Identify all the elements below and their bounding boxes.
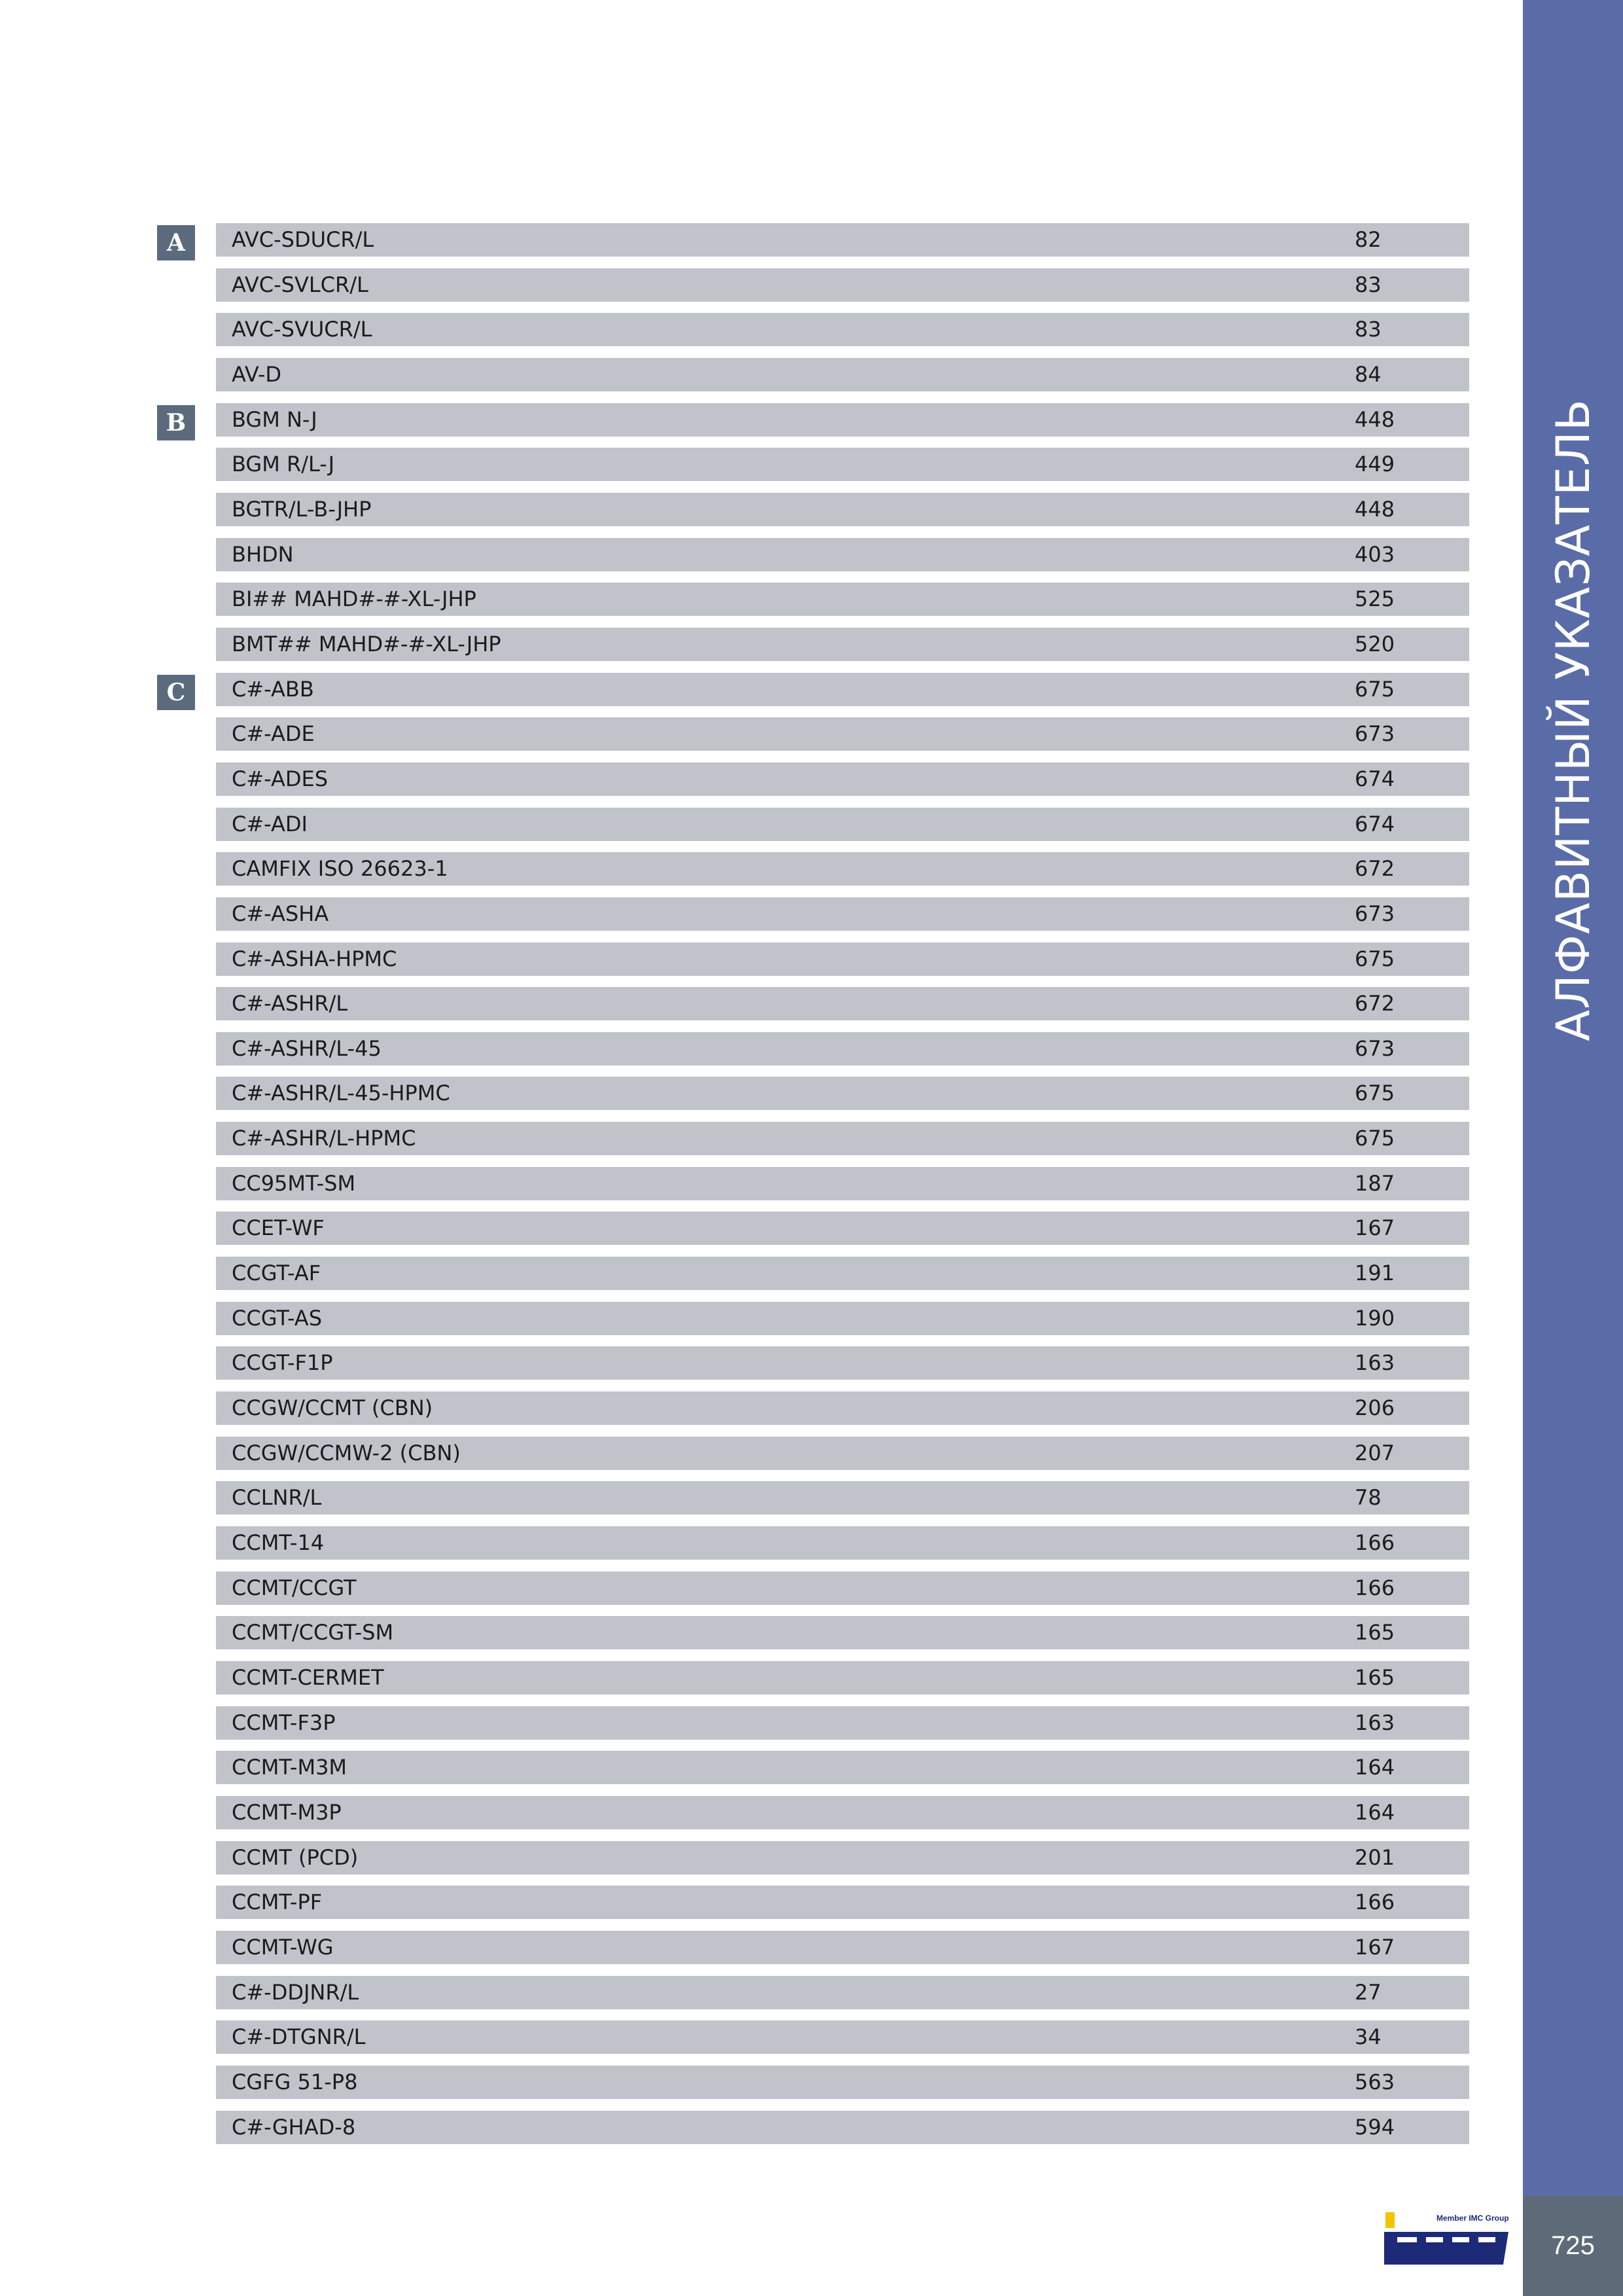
index-row-page: 191 [1355,1261,1395,1286]
index-row-page: 675 [1355,1126,1395,1151]
index-row-page: 674 [1355,811,1395,836]
index-row-page: 78 [1355,1485,1382,1511]
index-row-page: 83 [1355,317,1382,342]
index-row-name: C#-ASHR/L-HPMC [232,1126,416,1151]
index-row-page: 164 [1355,1799,1395,1825]
index-row [216,717,1469,751]
index-row [216,1976,1469,2009]
index-row [166,673,1469,706]
index-row-page: 673 [1355,1035,1395,1061]
index-row-page: 83 [1355,272,1382,297]
company-logo [1384,2212,1512,2271]
index-row-page: 165 [1355,1665,1395,1690]
index-row-page: 520 [1355,631,1395,656]
index-row-name: CAMFIX ISO 26623-1 [232,856,448,882]
index-row-name: C#-ADE [232,721,315,747]
index-row-name: CCMT-M3P [232,1799,342,1825]
index-row-page: 27 [1355,1979,1382,2005]
index-row [216,1886,1469,1919]
index-row-page: 165 [1355,1620,1395,1645]
index-row-name: CCLNR/L [232,1485,322,1511]
index-row-name: CCMT-M3M [232,1755,348,1780]
index-row [216,448,1469,481]
index-row-page: 167 [1355,1934,1395,1960]
index-row-page: 166 [1355,1890,1395,1915]
index-row-page: 167 [1355,1215,1395,1241]
index-row-page: 34 [1355,2024,1382,2050]
index-row-page: 449 [1355,452,1395,477]
index-row [216,1346,1469,1380]
index-row-name: BGM R/L-J [232,452,335,477]
side-title: АЛФАВИТНЫЙ УКАЗАТЕЛЬ [1546,399,1600,1041]
index-row-name: C#-ASHR/L-45 [232,1035,382,1061]
index-row-name: CGFG 51-P8 [232,2069,358,2094]
index-row-name: BGTR/L-B-JHP [232,496,372,522]
index-row [216,1616,1469,1649]
index-row [216,1526,1469,1560]
index-row-name: BMT## MAHD#-#-XL-JHP [232,631,501,656]
index-row [216,808,1469,841]
index-row [216,1751,1469,1784]
index-row-name: CCGW/CCMW-2 (CBN) [232,1440,461,1465]
section-letter: A [157,225,195,260]
index-row-page: 164 [1355,1755,1395,1780]
index-list [166,223,1469,2155]
index-row-page: 448 [1355,496,1395,522]
index-row-name: AVC-SVLCR/L [232,272,368,297]
index-row [216,268,1469,302]
index-row-name: AV-D [232,361,282,387]
index-row-page: 207 [1355,1440,1395,1465]
index-row-name: C#-DDJNR/L [232,1979,359,2005]
index-row [216,852,1469,886]
index-row-name: C#-ADES [232,766,329,791]
side-band [1523,0,1623,2196]
index-row-name: CCGT-AS [232,1305,322,1331]
index-row [216,538,1469,571]
index-row-page: 163 [1355,1710,1395,1735]
index-row [216,2111,1469,2144]
index-row-page: 84 [1355,361,1382,387]
index-row [216,1391,1469,1425]
index-row-name: CCMT-F3P [232,1710,336,1735]
index-row [216,628,1469,661]
index-row-page: 166 [1355,1575,1395,1600]
index-row-name: BHDN [232,541,294,567]
index-row [216,1302,1469,1335]
index-row [216,1211,1469,1245]
index-row [216,313,1469,346]
index-row-name: CC95MT-SM [232,1170,356,1196]
index-row-page: 675 [1355,676,1395,702]
index-row-name: C#-DTGNR/L [232,2024,366,2050]
index-row-name: AVC-SDUCR/L [232,227,374,252]
index-row-page: 673 [1355,901,1395,926]
index-row-page: 673 [1355,721,1395,747]
index-row [216,2066,1469,2099]
index-row [216,1032,1469,1066]
index-row-name: C#-GHAD-8 [232,2114,356,2140]
index-row [216,987,1469,1020]
section-letter: C [157,675,195,710]
index-row-page: 563 [1355,2069,1395,2094]
index-row-page: 672 [1355,991,1395,1016]
index-row-name: CCGW/CCMT (CBN) [232,1395,433,1421]
index-row-page: 672 [1355,856,1395,882]
index-row [216,1796,1469,1829]
index-row-name: C#-ASHR/L [232,991,348,1016]
logo-member-text: Member IMC Group [1436,2214,1509,2223]
index-row [216,1571,1469,1605]
index-row-name: AVC-SVUCR/L [232,317,372,342]
index-row-page: 675 [1355,1081,1395,1106]
index-row [216,1481,1469,1515]
index-row [216,762,1469,796]
index-row [216,2020,1469,2054]
index-row [216,358,1469,391]
index-row [216,1122,1469,1155]
index-row-name: BGM N-J [232,406,317,432]
index-row-name: CCMT/CCGT-SM [232,1620,394,1645]
index-row-name: C#-ASHA-HPMC [232,946,397,971]
index-row [216,1841,1469,1874]
index-row-page: 403 [1355,541,1395,567]
index-row-page: 163 [1355,1350,1395,1376]
index-row [216,1437,1469,1470]
index-row [167,223,1469,257]
index-row [216,493,1469,526]
index-row-page: 675 [1355,946,1395,971]
page-number: 725 [1523,2196,1623,2296]
index-row-name: CCMT-WG [232,1934,334,1960]
index-row [216,897,1469,931]
index-row-name: CCMT/CCGT [232,1575,357,1600]
index-row-page: 594 [1355,2114,1395,2140]
index-row-name: CCGT-AF [232,1261,321,1286]
index-row-name: BI## MAHD#-#-XL-JHP [232,586,476,612]
index-row-name: C#-ADI [232,811,308,836]
index-row-name: CCET-WF [232,1215,325,1241]
index-row-page: 166 [1355,1530,1395,1556]
index-row [216,1257,1469,1290]
index-row [216,1167,1469,1200]
index-row-page: 206 [1355,1395,1395,1421]
index-row-page: 525 [1355,586,1395,612]
index-row [216,942,1469,976]
index-row-name: C#-ASHA [232,901,329,926]
index-row-page: 190 [1355,1305,1395,1331]
index-row [216,1661,1469,1695]
index-row [216,1077,1469,1110]
index-row-page: 201 [1355,1844,1395,1870]
index-row-page: 82 [1355,227,1382,252]
index-row-name: C#-ABB [232,676,314,702]
index-row-name: CCMT-14 [232,1530,325,1556]
section-letter: B [157,405,195,440]
index-row [216,583,1469,616]
index-row-page: 187 [1355,1170,1395,1196]
index-row [216,1931,1469,1964]
index-row [166,403,1469,437]
index-row-name: CCMT (PCD) [232,1844,359,1870]
index-row-page: 448 [1355,406,1395,432]
index-row-name: C#-ASHR/L-45-HPMC [232,1081,450,1106]
index-row-name: CCMT-PF [232,1890,323,1915]
index-row-page: 674 [1355,766,1395,791]
index-row-name: CCGT-F1P [232,1350,333,1376]
index-row [216,1706,1469,1740]
index-row-name: CCMT-CERMET [232,1665,384,1690]
